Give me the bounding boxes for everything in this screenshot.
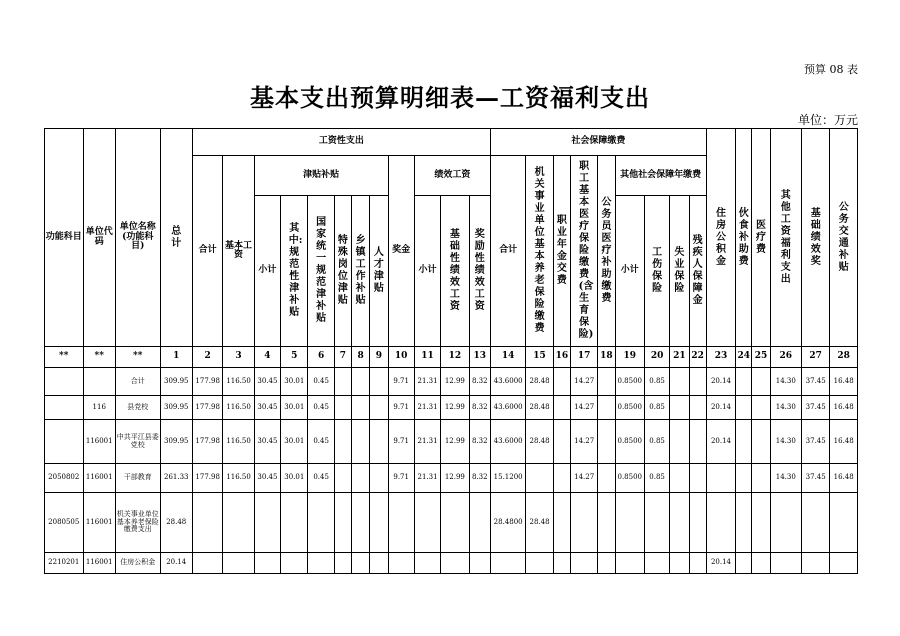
column-number: 2 bbox=[192, 347, 222, 368]
table-cell: 9.71 bbox=[388, 368, 414, 396]
table-cell: 30.45 bbox=[254, 420, 280, 464]
table-cell bbox=[553, 553, 570, 574]
table-cell: 15.1200 bbox=[490, 464, 525, 493]
table-cell: 0.45 bbox=[308, 368, 334, 396]
table-cell: 0.45 bbox=[308, 464, 334, 493]
table-cell bbox=[281, 493, 308, 553]
column-number: 18 bbox=[598, 347, 615, 368]
group-header-perf: 绩效工资 bbox=[414, 156, 490, 196]
table-cell: 309.95 bbox=[160, 396, 192, 420]
col-header-allowstd: 其中:规范性津补贴 bbox=[281, 196, 308, 347]
table-cell bbox=[553, 464, 570, 493]
table-cell: 0.8500 bbox=[615, 420, 644, 464]
table-cell bbox=[334, 464, 351, 493]
table-cell: 30.01 bbox=[281, 396, 308, 420]
table-cell bbox=[388, 493, 414, 553]
col-header-perfreward: 奖励性绩效工资 bbox=[469, 196, 490, 347]
table-cell: 14.30 bbox=[770, 464, 801, 493]
column-number: 19 bbox=[615, 347, 644, 368]
table-cell: 116.50 bbox=[223, 420, 254, 464]
col-header-medical: 职工基本医疗保险缴费(含生育保险) bbox=[570, 156, 597, 347]
table-cell bbox=[752, 493, 770, 553]
table-cell: 30.01 bbox=[281, 420, 308, 464]
table-cell: 2210201 bbox=[45, 553, 84, 574]
table-cell: 43.6000 bbox=[490, 420, 525, 464]
table-cell: 116.50 bbox=[223, 464, 254, 493]
table-cell bbox=[598, 464, 615, 493]
table-cell bbox=[598, 553, 615, 574]
table-cell bbox=[689, 553, 706, 574]
column-number: 10 bbox=[388, 347, 414, 368]
table-cell: 14.27 bbox=[570, 464, 597, 493]
column-number: 15 bbox=[526, 347, 553, 368]
table-cell bbox=[752, 396, 770, 420]
group-header-other: 其他社会保障年缴费 bbox=[615, 156, 706, 196]
col-header-perfbasic: 基础性绩效工资 bbox=[441, 196, 469, 347]
column-number: 21 bbox=[670, 347, 689, 368]
table-cell: 2050802 bbox=[45, 464, 84, 493]
table-cell: 14.30 bbox=[770, 396, 801, 420]
table-row bbox=[45, 553, 858, 574]
table-cell bbox=[570, 493, 597, 553]
table-cell: 37.45 bbox=[802, 420, 830, 464]
table-cell: 0.45 bbox=[308, 420, 334, 464]
table-cell bbox=[736, 396, 752, 420]
table-cell bbox=[370, 553, 388, 574]
col-header-housing: 住房公积金 bbox=[706, 129, 735, 347]
table-cell: 116001 bbox=[83, 493, 115, 553]
table-cell: 12.99 bbox=[441, 420, 469, 464]
col-header-annuity: 职业年金交费 bbox=[553, 156, 570, 347]
table-cell: 28.48 bbox=[526, 396, 553, 420]
table-cell bbox=[352, 553, 370, 574]
table-cell bbox=[370, 464, 388, 493]
table-cell bbox=[83, 368, 115, 396]
column-number: 12 bbox=[441, 347, 469, 368]
col-header-unitcode: 单位代码 bbox=[83, 129, 115, 347]
table-cell: 0.85 bbox=[644, 396, 669, 420]
table-cell: 12.99 bbox=[441, 396, 469, 420]
column-number: ** bbox=[83, 347, 115, 368]
table-cell bbox=[370, 493, 388, 553]
col-header-allownat: 国家统一规范津补贴 bbox=[308, 196, 334, 347]
table-cell bbox=[352, 420, 370, 464]
table-cell bbox=[441, 553, 469, 574]
table-cell bbox=[689, 396, 706, 420]
table-cell bbox=[334, 368, 351, 396]
table-cell: 住房公积金 bbox=[115, 553, 160, 574]
col-header-socsum: 合计 bbox=[490, 156, 525, 347]
table-cell: 0.85 bbox=[644, 464, 669, 493]
table-cell: 0.8500 bbox=[615, 368, 644, 396]
table-cell bbox=[490, 553, 525, 574]
table-cell bbox=[689, 368, 706, 396]
table-cell bbox=[192, 493, 222, 553]
table-cell: 116001 bbox=[83, 464, 115, 493]
table-cell: 12.99 bbox=[441, 464, 469, 493]
table-cell: 116001 bbox=[83, 420, 115, 464]
table-cell: 30.01 bbox=[281, 464, 308, 493]
table-cell bbox=[334, 396, 351, 420]
table-cell bbox=[670, 396, 689, 420]
table-cell bbox=[45, 420, 84, 464]
table-cell: 309.95 bbox=[160, 420, 192, 464]
table-cell: 12.99 bbox=[441, 368, 469, 396]
table-cell bbox=[45, 368, 84, 396]
table-cell: 21.31 bbox=[414, 396, 440, 420]
table-cell bbox=[615, 553, 644, 574]
table-cell bbox=[830, 553, 858, 574]
table-cell bbox=[802, 493, 830, 553]
table-cell: 0.8500 bbox=[615, 396, 644, 420]
table-cell bbox=[802, 553, 830, 574]
table-cell: 30.01 bbox=[281, 368, 308, 396]
table-cell: 8.32 bbox=[469, 368, 490, 396]
col-header-allowtalent: 人才津贴 bbox=[370, 196, 388, 347]
table-cell bbox=[598, 368, 615, 396]
table-cell bbox=[670, 493, 689, 553]
col-header-transport: 公务交通补贴 bbox=[830, 129, 858, 347]
column-number: 7 bbox=[334, 347, 351, 368]
table-cell: 20.14 bbox=[706, 553, 735, 574]
table-cell bbox=[223, 553, 254, 574]
table-cell: 14.27 bbox=[570, 396, 597, 420]
table-cell bbox=[352, 396, 370, 420]
table-row bbox=[45, 368, 858, 396]
table-cell: 43.6000 bbox=[490, 396, 525, 420]
column-number: 16 bbox=[553, 347, 570, 368]
column-number: 5 bbox=[281, 347, 308, 368]
table-cell: 21.31 bbox=[414, 368, 440, 396]
table-cell bbox=[308, 493, 334, 553]
table-cell: 116.50 bbox=[223, 396, 254, 420]
column-number: 27 bbox=[802, 347, 830, 368]
table-cell: 261.33 bbox=[160, 464, 192, 493]
table-cell: 9.71 bbox=[388, 396, 414, 420]
table-cell bbox=[334, 420, 351, 464]
column-number: 23 bbox=[706, 347, 735, 368]
table-cell: 16.48 bbox=[830, 368, 858, 396]
column-number: 11 bbox=[414, 347, 440, 368]
column-number-row bbox=[45, 347, 858, 368]
table-cell bbox=[553, 396, 570, 420]
column-number: 17 bbox=[570, 347, 597, 368]
table-cell bbox=[388, 553, 414, 574]
table-cell bbox=[370, 420, 388, 464]
table-cell: 28.48 bbox=[526, 420, 553, 464]
column-number: 9 bbox=[370, 347, 388, 368]
table-cell bbox=[334, 553, 351, 574]
table-cell bbox=[770, 553, 801, 574]
column-number: 25 bbox=[752, 347, 770, 368]
table-cell bbox=[370, 396, 388, 420]
col-header-injury: 工伤保险 bbox=[644, 196, 669, 347]
table-cell: 116001 bbox=[83, 553, 115, 574]
group-header-allow: 津贴补贴 bbox=[254, 156, 388, 196]
table-cell: 20.14 bbox=[706, 420, 735, 464]
table-cell: 20.14 bbox=[706, 368, 735, 396]
table-cell: 43.6000 bbox=[490, 368, 525, 396]
col-header-food: 伙食补助费 bbox=[736, 129, 752, 347]
table-row bbox=[45, 420, 858, 464]
table-cell: 28.48 bbox=[160, 493, 192, 553]
table-cell bbox=[598, 396, 615, 420]
column-number: 28 bbox=[830, 347, 858, 368]
table-cell: 28.48 bbox=[526, 368, 553, 396]
table-cell: 0.85 bbox=[644, 368, 669, 396]
table-cell bbox=[644, 493, 669, 553]
table-cell bbox=[414, 493, 440, 553]
page-title: 基本支出预算明细表—工资福利支出 bbox=[250, 83, 650, 112]
table-cell: 9.71 bbox=[388, 464, 414, 493]
table-cell bbox=[752, 464, 770, 493]
col-header-otherwage: 其他工资福利支出 bbox=[770, 129, 801, 347]
table-cell bbox=[334, 493, 351, 553]
table-cell bbox=[670, 368, 689, 396]
table-cell bbox=[352, 493, 370, 553]
table-cell bbox=[736, 553, 752, 574]
table-cell bbox=[414, 553, 440, 574]
table-cell: 0.8500 bbox=[615, 464, 644, 493]
table-cell: 8.32 bbox=[469, 420, 490, 464]
table-cell: 中共平江县委党校 bbox=[115, 420, 160, 464]
table-cell bbox=[670, 553, 689, 574]
table-row bbox=[45, 493, 858, 553]
table-cell: 116 bbox=[83, 396, 115, 420]
table-cell bbox=[281, 553, 308, 574]
table-cell bbox=[689, 493, 706, 553]
col-header-func: 功能科目 bbox=[45, 129, 84, 347]
table-cell: 177.98 bbox=[192, 464, 222, 493]
table-cell: 177.98 bbox=[192, 420, 222, 464]
col-header-wagesum: 合计 bbox=[192, 156, 222, 347]
col-header-allowpost: 特殊岗位津贴 bbox=[334, 196, 351, 347]
table-cell bbox=[570, 553, 597, 574]
table-cell bbox=[441, 493, 469, 553]
group-header-social: 社会保障缴费 bbox=[490, 129, 706, 156]
table-cell: 21.31 bbox=[414, 420, 440, 464]
table-cell: 9.71 bbox=[388, 420, 414, 464]
table-cell bbox=[736, 493, 752, 553]
table-cell: 30.45 bbox=[254, 368, 280, 396]
table-cell bbox=[706, 493, 735, 553]
column-number: 14 bbox=[490, 347, 525, 368]
group-header-wage: 工资性支出 bbox=[192, 129, 490, 156]
table-cell: 2080505 bbox=[45, 493, 84, 553]
table-cell bbox=[352, 368, 370, 396]
table-cell bbox=[752, 420, 770, 464]
col-header-unemp: 失业保险 bbox=[670, 196, 689, 347]
column-number: 6 bbox=[308, 347, 334, 368]
column-number: ** bbox=[45, 347, 84, 368]
table-cell: 20.14 bbox=[160, 553, 192, 574]
table-row bbox=[45, 396, 858, 420]
table-cell: 116.50 bbox=[223, 368, 254, 396]
table-cell: 0.85 bbox=[644, 420, 669, 464]
table-cell: 16.48 bbox=[830, 420, 858, 464]
col-header-othersub: 小计 bbox=[615, 196, 644, 347]
table-cell: 县党校 bbox=[115, 396, 160, 420]
table-cell bbox=[352, 464, 370, 493]
col-header-civilmed: 公务员医疗补助缴费 bbox=[598, 156, 615, 347]
col-header-allowsub: 小计 bbox=[254, 196, 280, 347]
budget-table bbox=[44, 128, 858, 574]
col-header-baseperf: 基础绩效奖 bbox=[802, 129, 830, 347]
table-cell bbox=[192, 553, 222, 574]
table-cell: 16.48 bbox=[830, 464, 858, 493]
col-header-allowrural: 乡镇工作补贴 bbox=[352, 196, 370, 347]
col-header-pension: 机关事业单位基本养老保险缴费 bbox=[526, 156, 553, 347]
table-cell bbox=[736, 368, 752, 396]
table-cell bbox=[736, 464, 752, 493]
table-cell bbox=[308, 553, 334, 574]
table-cell: 合计 bbox=[115, 368, 160, 396]
table-cell bbox=[526, 464, 553, 493]
col-header-medfee: 医疗费 bbox=[752, 129, 770, 347]
table-cell: 机关事业单位基本养老保险缴费支出 bbox=[115, 493, 160, 553]
column-number: ** bbox=[115, 347, 160, 368]
table-cell bbox=[553, 420, 570, 464]
col-header-unitname: 单位名称(功能科目) bbox=[115, 129, 160, 347]
table-cell: 14.27 bbox=[570, 420, 597, 464]
table-cell bbox=[615, 493, 644, 553]
table-cell bbox=[752, 553, 770, 574]
table-cell bbox=[553, 368, 570, 396]
table-cell: 16.48 bbox=[830, 396, 858, 420]
table-cell bbox=[598, 420, 615, 464]
column-number: 4 bbox=[254, 347, 280, 368]
table-cell: 37.45 bbox=[802, 464, 830, 493]
table-cell bbox=[223, 493, 254, 553]
table-row bbox=[45, 464, 858, 493]
column-number: 22 bbox=[689, 347, 706, 368]
table-cell bbox=[644, 553, 669, 574]
table-cell: 309.95 bbox=[160, 368, 192, 396]
table-cell: 37.45 bbox=[802, 368, 830, 396]
table-cell bbox=[254, 493, 280, 553]
column-number: 13 bbox=[469, 347, 490, 368]
table-cell bbox=[469, 493, 490, 553]
table-cell: 28.48 bbox=[526, 493, 553, 553]
column-number: 20 bbox=[644, 347, 669, 368]
col-header-basic: 基本工资 bbox=[223, 156, 254, 347]
table-cell bbox=[670, 420, 689, 464]
table-cell bbox=[370, 368, 388, 396]
table-cell bbox=[830, 493, 858, 553]
col-header-bonus: 奖金 bbox=[388, 156, 414, 347]
column-number: 8 bbox=[352, 347, 370, 368]
table-cell: 177.98 bbox=[192, 396, 222, 420]
table-cell: 30.45 bbox=[254, 464, 280, 493]
col-header-disabled: 残疾人保障金 bbox=[689, 196, 706, 347]
table-cell: 14.27 bbox=[570, 368, 597, 396]
table-cell bbox=[689, 420, 706, 464]
table-cell: 21.31 bbox=[414, 464, 440, 493]
table-cell bbox=[45, 396, 84, 420]
table-cell bbox=[689, 464, 706, 493]
column-number: 1 bbox=[160, 347, 192, 368]
table-cell: 14.30 bbox=[770, 420, 801, 464]
table-cell bbox=[553, 493, 570, 553]
unit-label: 单位：万元 bbox=[797, 113, 858, 127]
table-cell bbox=[526, 553, 553, 574]
table-cell bbox=[670, 464, 689, 493]
table-cell bbox=[736, 420, 752, 464]
table-cell: 177.98 bbox=[192, 368, 222, 396]
table-cell: 28.4800 bbox=[490, 493, 525, 553]
table-cell: 20.14 bbox=[706, 396, 735, 420]
column-number: 3 bbox=[223, 347, 254, 368]
table-cell: 14.30 bbox=[770, 368, 801, 396]
table-cell: 8.32 bbox=[469, 464, 490, 493]
table-cell: 37.45 bbox=[802, 396, 830, 420]
table-cell: 30.45 bbox=[254, 396, 280, 420]
table-cell: 0.45 bbox=[308, 396, 334, 420]
form-number: 预算 08 表 bbox=[804, 63, 858, 76]
col-header-perfsub: 小计 bbox=[414, 196, 440, 347]
table-cell bbox=[598, 493, 615, 553]
table-cell bbox=[706, 464, 735, 493]
column-number: 24 bbox=[736, 347, 752, 368]
table-cell bbox=[469, 553, 490, 574]
table-cell bbox=[770, 493, 801, 553]
table-cell: 8.32 bbox=[469, 396, 490, 420]
column-number: 26 bbox=[770, 347, 801, 368]
table-cell bbox=[254, 553, 280, 574]
table-cell: 干部教育 bbox=[115, 464, 160, 493]
col-header-total: 总计 bbox=[160, 129, 192, 347]
table-cell bbox=[752, 368, 770, 396]
